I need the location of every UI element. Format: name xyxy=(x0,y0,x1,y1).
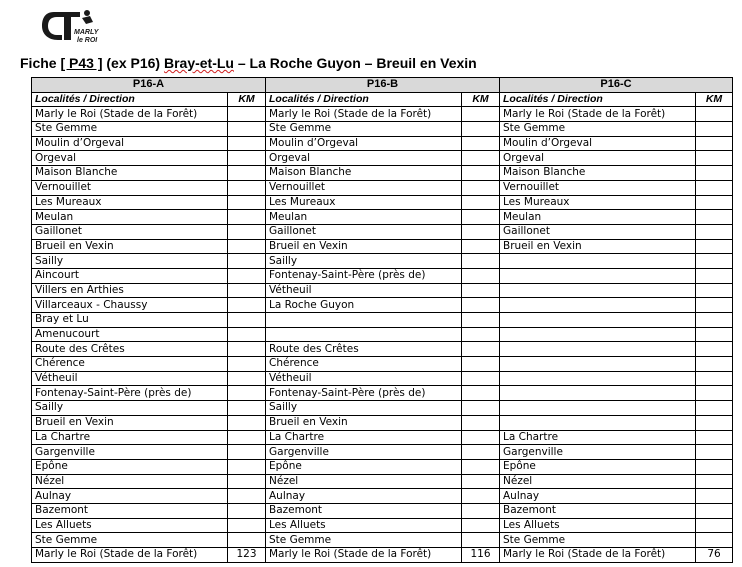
table-row xyxy=(32,548,733,563)
localite-cell: Orgeval xyxy=(32,151,228,166)
localite-cell xyxy=(500,313,696,328)
km-cell xyxy=(228,210,266,225)
table-row xyxy=(32,136,733,151)
table-row xyxy=(32,503,733,518)
km-cell xyxy=(228,342,266,357)
localite-cell: Les Mureaux xyxy=(32,195,228,210)
km-cell xyxy=(696,401,733,416)
route-table-body xyxy=(32,107,733,562)
localite-cell: Gaillonet xyxy=(32,224,228,239)
localite-cell: Vernouillet xyxy=(32,180,228,195)
km-cell xyxy=(228,107,266,122)
km-cell xyxy=(228,268,266,283)
localite-cell: Nézel xyxy=(266,474,462,489)
table-row xyxy=(32,371,733,386)
km-cell xyxy=(462,401,500,416)
localite-cell: Orgeval xyxy=(500,151,696,166)
localite-cell: Brueil en Vexin xyxy=(266,415,462,430)
table-row xyxy=(32,342,733,357)
localite-cell: Brueil en Vexin xyxy=(32,415,228,430)
localite-cell: Ste Gemme xyxy=(32,533,228,548)
localite-cell: Vétheuil xyxy=(32,371,228,386)
logo-graphic xyxy=(40,6,100,46)
table-row xyxy=(32,327,733,342)
km-cell xyxy=(462,224,500,239)
group-header-row xyxy=(32,78,733,93)
km-cell xyxy=(696,166,733,181)
localite-cell: Ste Gemme xyxy=(500,533,696,548)
km-cell xyxy=(696,503,733,518)
localite-cell xyxy=(500,415,696,430)
km-cell xyxy=(462,107,500,122)
table-row xyxy=(32,122,733,137)
table-row xyxy=(32,298,733,313)
km-cell xyxy=(696,239,733,254)
localite-cell: Epône xyxy=(32,459,228,474)
svg-text:MARLY: MARLY xyxy=(74,29,99,36)
localite-cell: Epône xyxy=(266,459,462,474)
km-cell xyxy=(462,195,500,210)
km-cell xyxy=(228,180,266,195)
localite-cell: Aulnay xyxy=(32,489,228,504)
table-row xyxy=(32,107,733,122)
localite-cell: Vernouillet xyxy=(266,180,462,195)
localite-cell: Chérence xyxy=(266,357,462,372)
localite-cell: Brueil en Vexin xyxy=(500,239,696,254)
localite-cell xyxy=(500,283,696,298)
km-cell xyxy=(462,415,500,430)
localite-cell: Maison Blanche xyxy=(266,166,462,181)
km-cell: 123 xyxy=(228,548,266,563)
table-row xyxy=(32,401,733,416)
km-cell xyxy=(462,386,500,401)
localite-cell: Gargenville xyxy=(32,445,228,460)
table-row xyxy=(32,166,733,181)
table-row xyxy=(32,474,733,489)
table-row xyxy=(32,489,733,504)
localite-cell: Les Mureaux xyxy=(500,195,696,210)
localite-cell xyxy=(266,313,462,328)
localite-cell: Gaillonet xyxy=(266,224,462,239)
km-header: KM xyxy=(228,92,266,107)
km-cell xyxy=(696,313,733,328)
group-header-p16c: P16-C xyxy=(500,78,733,93)
km-cell xyxy=(462,151,500,166)
km-cell xyxy=(462,313,500,328)
km-cell xyxy=(696,430,733,445)
km-cell xyxy=(696,371,733,386)
km-cell xyxy=(696,283,733,298)
localites-header: Localités / Direction xyxy=(266,92,462,107)
table-row xyxy=(32,195,733,210)
table-row xyxy=(32,254,733,269)
group-header-p16a: P16-A xyxy=(32,78,266,93)
km-cell xyxy=(228,371,266,386)
km-cell xyxy=(228,503,266,518)
localite-cell: Fontenay-Saint-Père (près de) xyxy=(32,386,228,401)
km-cell xyxy=(696,386,733,401)
localite-cell xyxy=(500,268,696,283)
km-cell xyxy=(228,459,266,474)
localite-cell: Aulnay xyxy=(266,489,462,504)
km-cell xyxy=(696,415,733,430)
localite-cell: La Chartre xyxy=(32,430,228,445)
km-cell xyxy=(696,327,733,342)
table-row xyxy=(32,283,733,298)
table-row xyxy=(32,313,733,328)
km-cell xyxy=(462,533,500,548)
localite-cell: Sailly xyxy=(266,254,462,269)
km-cell xyxy=(462,445,500,460)
table-row xyxy=(32,430,733,445)
km-cell xyxy=(228,283,266,298)
table-row xyxy=(32,151,733,166)
km-cell xyxy=(696,268,733,283)
km-header: KM xyxy=(462,92,500,107)
km-cell xyxy=(462,518,500,533)
localite-cell: Maison Blanche xyxy=(500,166,696,181)
km-cell: 116 xyxy=(462,548,500,563)
km-cell xyxy=(462,371,500,386)
localite-cell: Maison Blanche xyxy=(32,166,228,181)
localite-cell: Ste Gemme xyxy=(266,122,462,137)
km-cell xyxy=(228,313,266,328)
table-row xyxy=(32,518,733,533)
localites-header: Localités / Direction xyxy=(500,92,696,107)
km-cell xyxy=(228,166,266,181)
localite-cell: Bazemont xyxy=(500,503,696,518)
km-cell xyxy=(696,342,733,357)
km-cell xyxy=(228,533,266,548)
km-cell xyxy=(696,298,733,313)
km-cell xyxy=(228,298,266,313)
km-cell xyxy=(228,489,266,504)
km-cell xyxy=(696,459,733,474)
localite-cell: Bray et Lu xyxy=(32,313,228,328)
table-row xyxy=(32,210,733,225)
km-cell xyxy=(462,298,500,313)
km-header: KM xyxy=(696,92,733,107)
localite-cell: Brueil en Vexin xyxy=(266,239,462,254)
localite-cell: Vernouillet xyxy=(500,180,696,195)
km-cell xyxy=(696,518,733,533)
group-header-p16b: P16-B xyxy=(266,78,500,93)
km-cell xyxy=(462,180,500,195)
localites-header: Localités / Direction xyxy=(32,92,228,107)
localite-cell xyxy=(500,357,696,372)
column-header-row xyxy=(32,92,733,107)
localite-cell: Chérence xyxy=(32,357,228,372)
km-cell xyxy=(228,415,266,430)
localite-cell: Amenucourt xyxy=(32,327,228,342)
km-cell xyxy=(696,445,733,460)
km-cell xyxy=(696,489,733,504)
localite-cell: Ste Gemme xyxy=(266,533,462,548)
table-row xyxy=(32,180,733,195)
localite-cell: Epône xyxy=(500,459,696,474)
km-cell xyxy=(696,533,733,548)
localite-cell: Moulin d’Orgeval xyxy=(500,136,696,151)
localite-cell: Orgeval xyxy=(266,151,462,166)
km-cell xyxy=(462,210,500,225)
localite-cell: Les Alluets xyxy=(500,518,696,533)
km-cell xyxy=(462,342,500,357)
svg-text:le ROI: le ROI xyxy=(77,37,98,44)
localite-cell: Vétheuil xyxy=(266,371,462,386)
km-cell xyxy=(462,474,500,489)
km-cell xyxy=(462,268,500,283)
localite-cell: Gargenville xyxy=(266,445,462,460)
km-cell xyxy=(696,474,733,489)
km-cell xyxy=(228,136,266,151)
localite-cell: Sailly xyxy=(32,401,228,416)
km-cell xyxy=(228,254,266,269)
localite-cell: Marly le Roi (Stade de la Forêt) xyxy=(266,548,462,563)
localite-cell: Bazemont xyxy=(32,503,228,518)
localite-cell: Fontenay-Saint-Père (près de) xyxy=(266,268,462,283)
km-cell xyxy=(462,254,500,269)
localite-cell xyxy=(500,254,696,269)
km-cell xyxy=(228,195,266,210)
localite-cell: Ste Gemme xyxy=(500,122,696,137)
km-cell xyxy=(462,459,500,474)
localite-cell xyxy=(500,386,696,401)
km-cell xyxy=(462,503,500,518)
localite-cell: Aulnay xyxy=(500,489,696,504)
localite-cell: La Roche Guyon xyxy=(266,298,462,313)
km-cell xyxy=(696,122,733,137)
localite-cell xyxy=(500,342,696,357)
km-cell xyxy=(228,430,266,445)
km-cell xyxy=(696,195,733,210)
localite-cell: Les Alluets xyxy=(266,518,462,533)
table-row xyxy=(32,239,733,254)
table-row xyxy=(32,415,733,430)
km-cell xyxy=(462,327,500,342)
localite-cell: Les Alluets xyxy=(32,518,228,533)
localite-cell: Marly le Roi (Stade de la Forêt) xyxy=(500,107,696,122)
table-row xyxy=(32,357,733,372)
localite-cell xyxy=(500,298,696,313)
localite-cell: Sailly xyxy=(266,401,462,416)
km-cell xyxy=(696,180,733,195)
km-cell xyxy=(228,239,266,254)
localite-cell: Fontenay-Saint-Père (près de) xyxy=(266,386,462,401)
localite-cell xyxy=(500,371,696,386)
km-cell xyxy=(228,518,266,533)
localite-cell: Aincourt xyxy=(32,268,228,283)
localite-cell: Ste Gemme xyxy=(32,122,228,137)
localite-cell: Meulan xyxy=(32,210,228,225)
km-cell xyxy=(462,239,500,254)
localite-cell: Marly le Roi (Stade de la Forêt) xyxy=(32,107,228,122)
localite-cell: La Chartre xyxy=(266,430,462,445)
localite-cell: Bazemont xyxy=(266,503,462,518)
localite-cell: Villarceaux - Chaussy xyxy=(32,298,228,313)
km-cell xyxy=(696,136,733,151)
km-cell xyxy=(462,136,500,151)
localite-cell: Sailly xyxy=(32,254,228,269)
km-cell xyxy=(462,357,500,372)
localite-cell: Route des Crêtes xyxy=(32,342,228,357)
table-row xyxy=(32,459,733,474)
localite-cell: Gaillonet xyxy=(500,224,696,239)
km-cell xyxy=(228,327,266,342)
localite-cell: Marly le Roi (Stade de la Forêt) xyxy=(266,107,462,122)
km-cell xyxy=(228,122,266,137)
localite-cell: Les Mureaux xyxy=(266,195,462,210)
localite-cell: Meulan xyxy=(266,210,462,225)
localite-cell: La Chartre xyxy=(500,430,696,445)
localite-cell xyxy=(500,401,696,416)
localite-cell: Moulin d’Orgeval xyxy=(32,136,228,151)
localite-cell: Gargenville xyxy=(500,445,696,460)
localite-cell: Route des Crêtes xyxy=(266,342,462,357)
km-cell xyxy=(228,445,266,460)
km-cell xyxy=(696,210,733,225)
localite-cell: Villers en Arthies xyxy=(32,283,228,298)
localite-cell: Brueil en Vexin xyxy=(32,239,228,254)
localite-cell xyxy=(266,327,462,342)
localite-cell: Moulin d’Orgeval xyxy=(266,136,462,151)
km-cell xyxy=(228,224,266,239)
km-cell xyxy=(696,254,733,269)
table-row xyxy=(32,268,733,283)
km-cell xyxy=(228,401,266,416)
table-row xyxy=(32,445,733,460)
km-cell xyxy=(462,166,500,181)
localite-cell: Nézel xyxy=(32,474,228,489)
route-table xyxy=(31,77,733,563)
localite-cell: Vétheuil xyxy=(266,283,462,298)
localite-cell: Nézel xyxy=(500,474,696,489)
km-cell xyxy=(462,489,500,504)
km-cell xyxy=(462,122,500,137)
club-logo xyxy=(40,6,100,46)
km-cell xyxy=(696,357,733,372)
localite-cell xyxy=(500,327,696,342)
localite-cell: Marly le Roi (Stade de la Forêt) xyxy=(32,548,228,563)
km-cell xyxy=(228,151,266,166)
km-cell xyxy=(696,151,733,166)
localite-cell: Marly le Roi (Stade de la Forêt) xyxy=(500,548,696,563)
km-cell xyxy=(696,107,733,122)
km-cell: 76 xyxy=(696,548,733,563)
localite-cell: Meulan xyxy=(500,210,696,225)
table-row xyxy=(32,533,733,548)
km-cell xyxy=(462,283,500,298)
km-cell xyxy=(228,357,266,372)
table-row xyxy=(32,224,733,239)
table-row xyxy=(32,386,733,401)
km-cell xyxy=(462,430,500,445)
page-title: Fiche [ P43 ] (ex P16) Bray-et-Lu – La Roche Guyon – Breuil en Vexin xyxy=(20,55,477,71)
km-cell xyxy=(696,224,733,239)
km-cell xyxy=(228,474,266,489)
km-cell xyxy=(228,386,266,401)
